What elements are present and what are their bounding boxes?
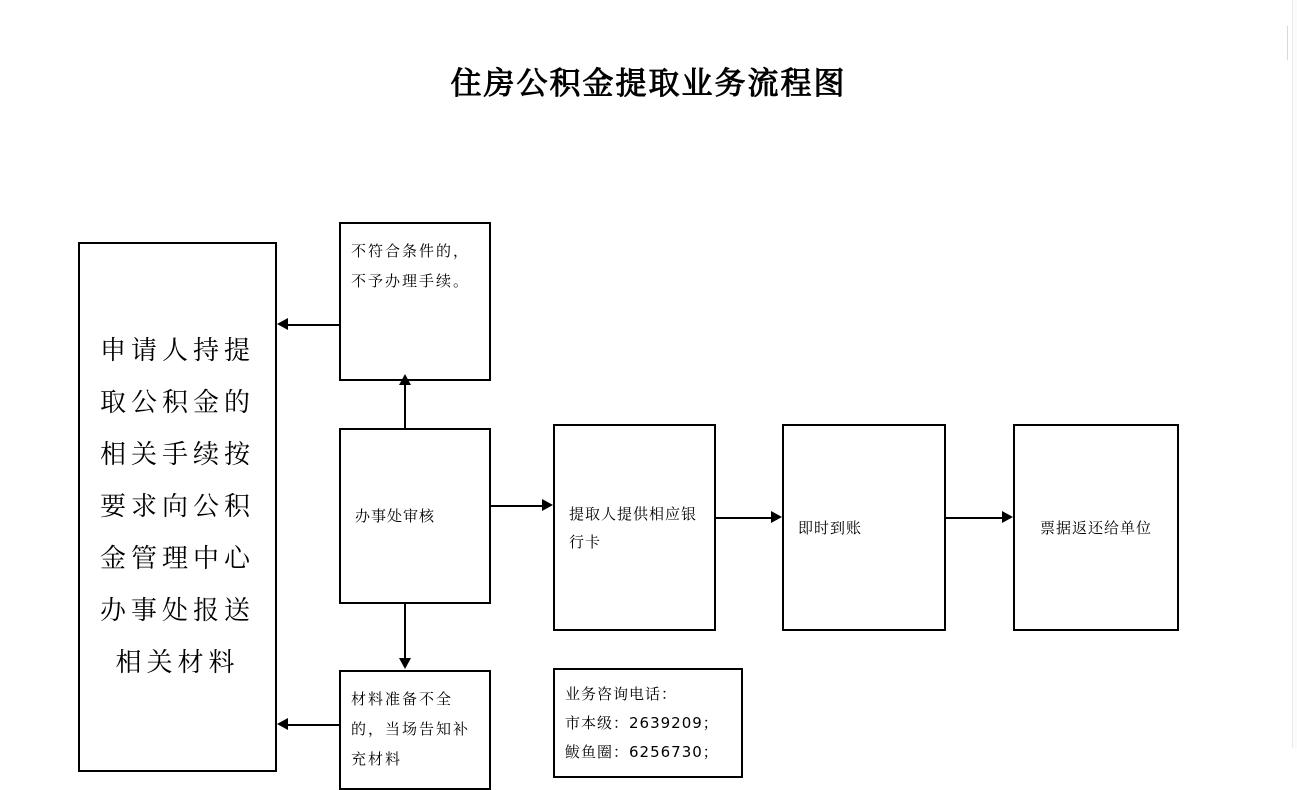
arrowhead-review-to-incomplete xyxy=(399,658,411,669)
page-right-edge xyxy=(1292,0,1297,748)
node-office-review-label: 办事处审核 xyxy=(355,507,436,525)
arrowhead-review-to-reject xyxy=(399,374,411,385)
connector-reject-to-applicant xyxy=(287,324,340,326)
node-instant-credit-label: 即时到账 xyxy=(798,518,863,537)
connector-incomplete-to-applicant xyxy=(287,724,340,726)
page-margin-mark xyxy=(1287,26,1288,60)
node-office-review xyxy=(339,428,491,604)
node-not-eligible xyxy=(339,222,491,381)
node-provide-bank-card xyxy=(553,424,716,631)
connector-bankcard-to-instant xyxy=(716,517,772,519)
node-return-receipt xyxy=(1013,424,1179,631)
contact-note-line-2: 市本级：2639209； xyxy=(565,714,719,732)
arrowhead-bankcard-to-instant xyxy=(771,511,782,523)
connector-instant-to-receipt xyxy=(946,517,1003,519)
node-instant-credit xyxy=(782,424,946,631)
connector-review-to-incomplete xyxy=(404,604,406,660)
node-return-receipt-label: 票据返还给单位 xyxy=(1039,518,1152,537)
node-not-eligible-label: 不符合条件的，不予办理手续。 xyxy=(351,242,471,290)
arrowhead-incomplete-to-applicant xyxy=(277,718,288,730)
connector-review-to-bankcard xyxy=(491,505,543,507)
node-incomplete-materials xyxy=(339,670,491,790)
arrowhead-instant-to-receipt xyxy=(1002,511,1013,523)
contact-note-line-3: 鲅鱼圈：6256730； xyxy=(565,743,719,761)
contact-note-text xyxy=(555,680,741,767)
node-provide-bank-card-label: 提取人提供相应银行卡 xyxy=(569,504,698,551)
connector-review-to-reject xyxy=(404,381,406,429)
arrowhead-review-to-bankcard xyxy=(542,499,553,511)
arrowhead-reject-to-applicant xyxy=(277,318,288,330)
node-applicant-submit xyxy=(78,242,277,772)
contact-note-box xyxy=(553,668,743,778)
contact-note-line-1: 业务咨询电话： xyxy=(565,685,678,703)
page-title: 住房公积金提取业务流程图 xyxy=(450,66,847,102)
node-incomplete-materials-label: 材料准备不全的，当场告知补充材料 xyxy=(351,690,471,768)
node-applicant-submit-label: 申请人持提取公积金的相关手续按要求向公积金管理中心办事处报送相关材料 xyxy=(99,336,255,678)
